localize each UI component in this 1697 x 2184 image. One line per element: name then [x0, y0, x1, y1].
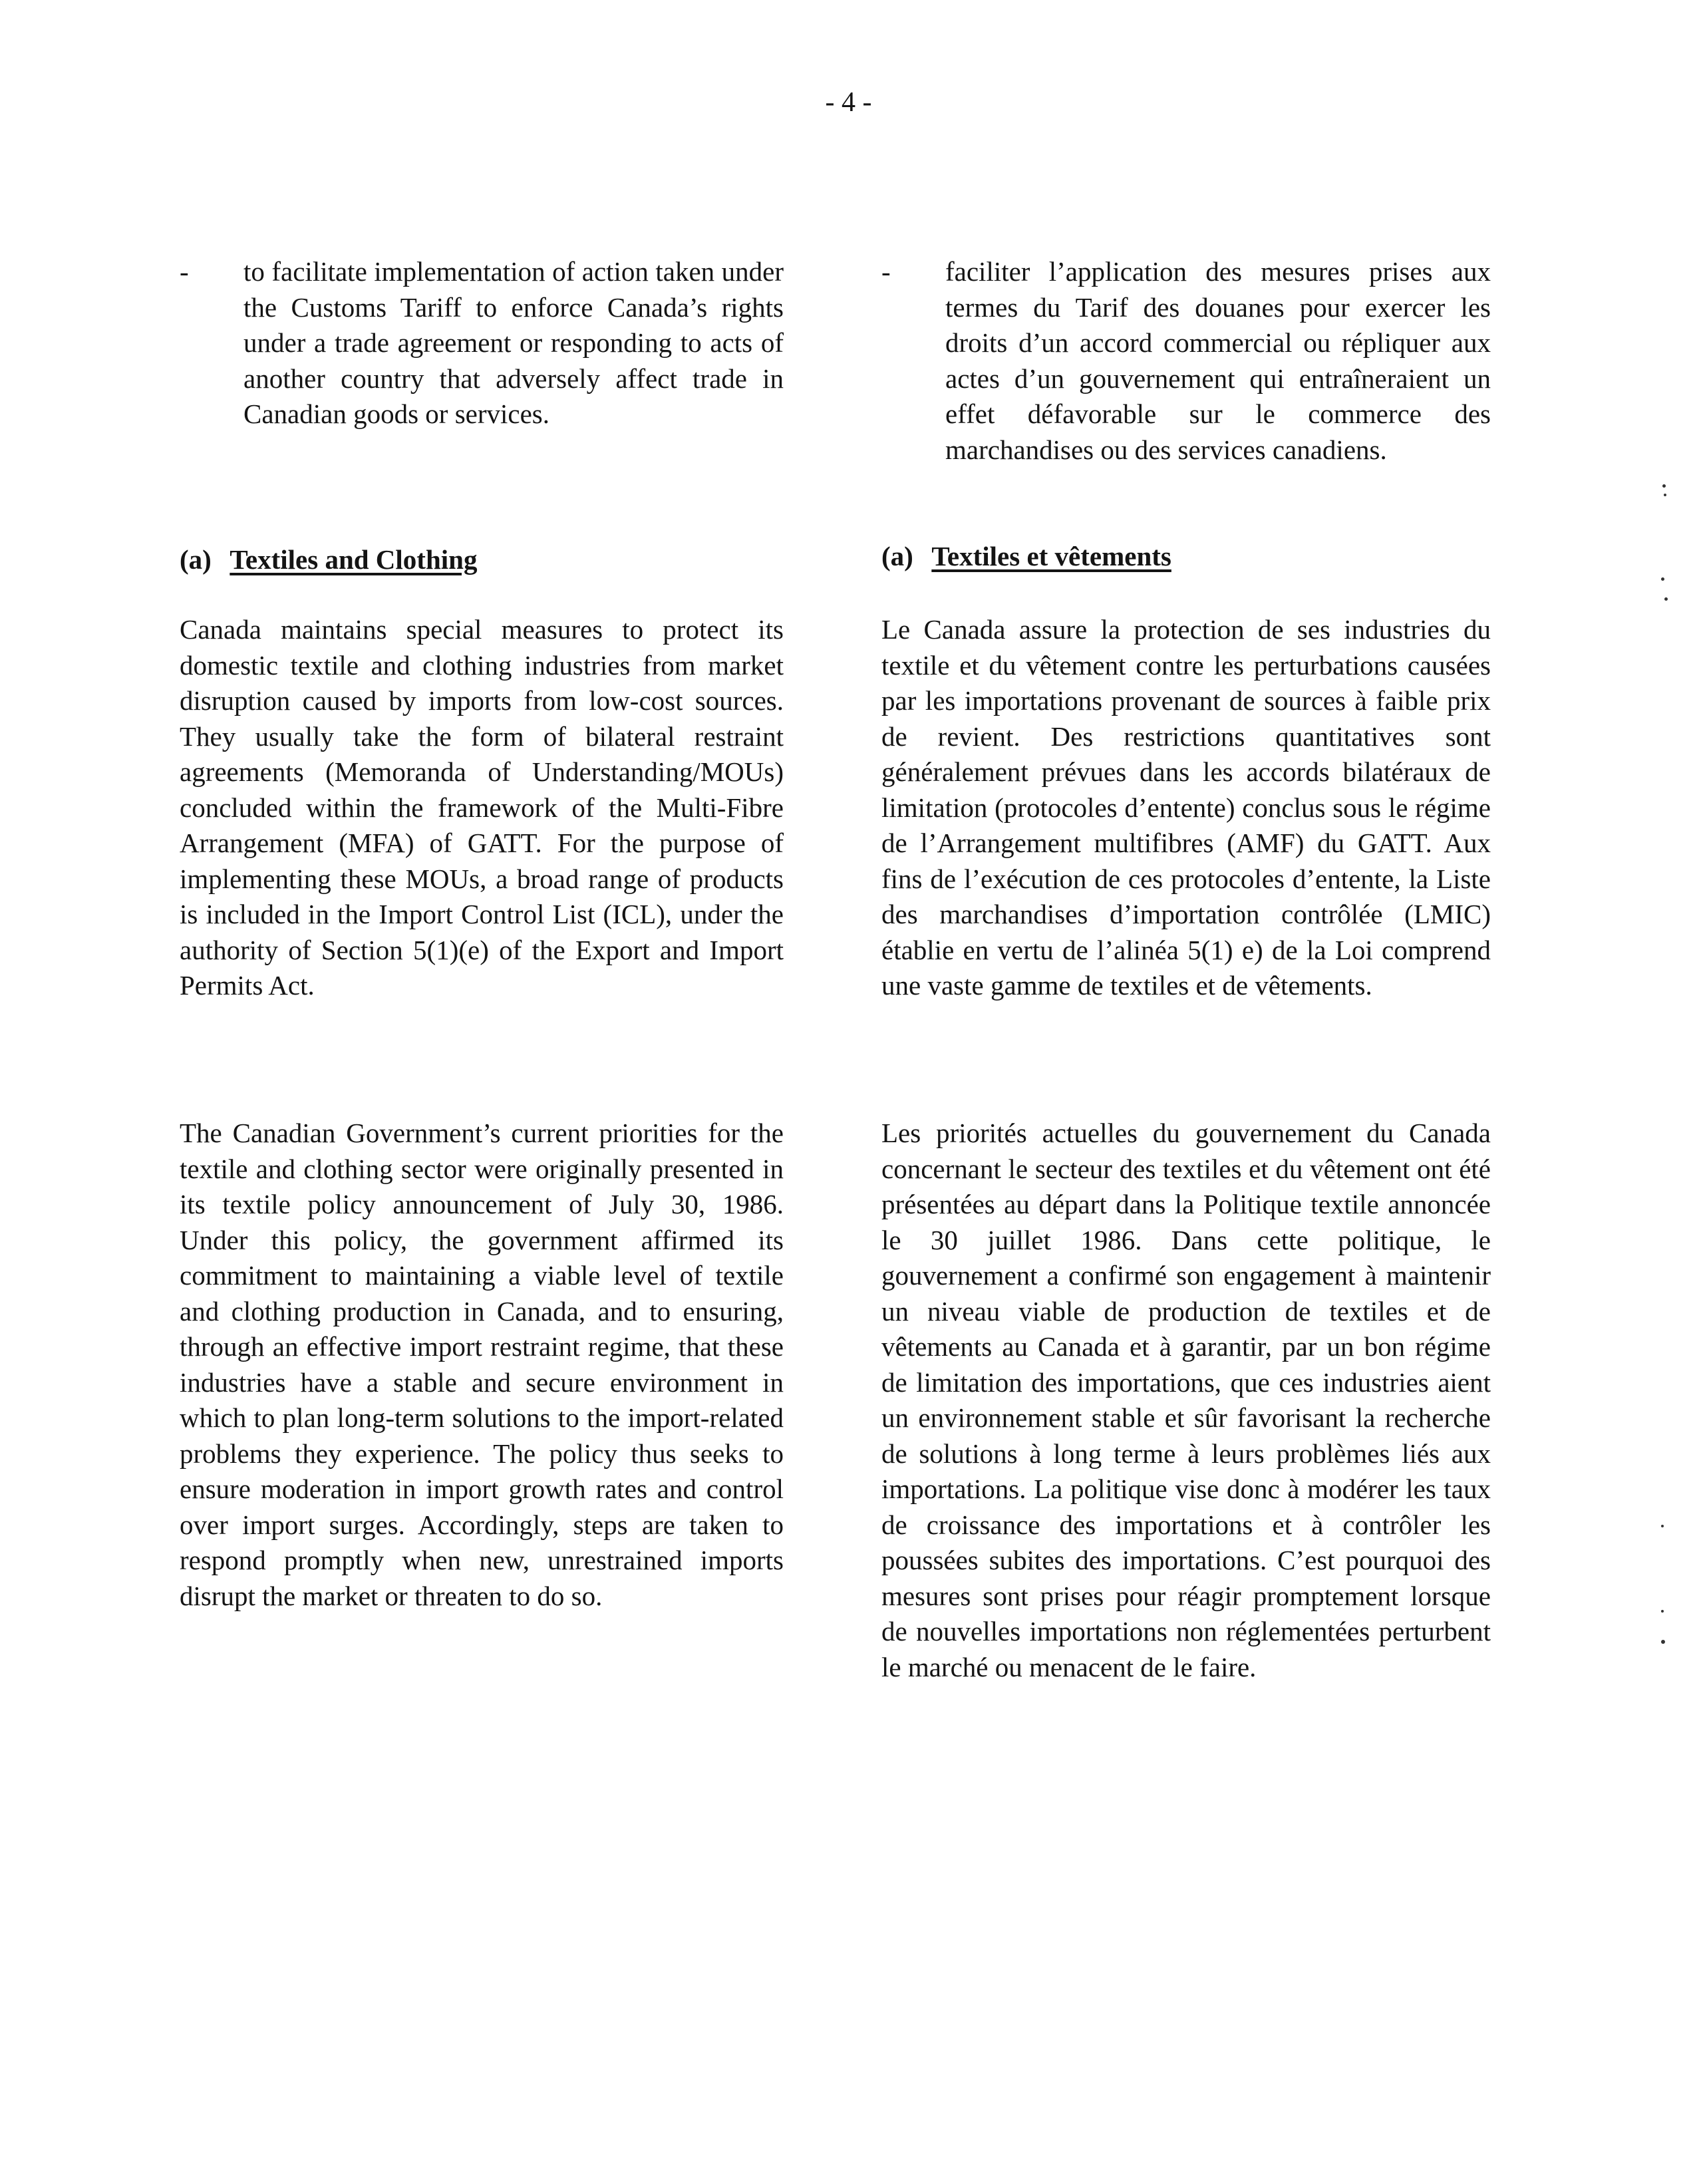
english-heading-number: (a) [180, 544, 212, 575]
french-heading-number: (a) [881, 541, 913, 571]
french-section-heading [881, 539, 1491, 575]
english-bullet-dash: - [180, 256, 189, 287]
french-bullet-dash: - [881, 256, 891, 287]
french-paragraph-2: Les priorités actuelles du gouvernement du Canada concernant le secteur des textiles et du vêtement ont été présentées au départ dans la Politique textile annoncée le 30 juillet 1986. Dans cette politique, le gouvernement a confirmé son engagement à maintenir un niveau viable de production de textiles et de vêtements au Canada et à garantir, par un bon régime de limitation des importations, que ces industries aient un environnement stable et sûr favorisant la recherche de solutions à long terme à leurs problèmes liés aux importations. La politique vise donc à modérer les taux de croissance des importations et à contrôler les poussées subites des importations. C’est pourquoi des mesures sont prises pour réagir promptement lorsque de nouvelles importations non réglementées perturbent le marché ou menacent de le faire. [881, 1118, 1491, 1682]
scan-speck [1664, 597, 1668, 601]
french-heading-title: Textiles et vêtements [931, 541, 1171, 571]
english-bullet-item [180, 254, 784, 432]
english-section-heading [180, 542, 784, 578]
scan-speck [1661, 577, 1664, 581]
french-bullet-text: faciliter l’application des mesures prises aux termes du Tarif des douanes pour exercer les droits d’un accord commercial ou répliquer aux actes d’un gouvernement qui entraîneraient un effet défavorable sur le commerce des marchandises ou des services canadiens. [945, 256, 1491, 465]
page-number: - 4 - [825, 87, 872, 118]
english-paragraph-1: Canada maintains special measures to protect its domestic textile and clothing industries from market disruption caused by imports from low-cost sources. They usually take the form of bilateral restraint agreements (Memoranda of Understanding/MOUs) concluded within the framework of the Multi-Fibre Arrangement (MFA) of GATT. For the purpose of implementing these MOUs, a broad range of products is included in the Import Control List (ICL), under the authority of Section 5(1)(e) of the Export and Import Permits Act. [180, 614, 784, 1001]
scan-speck [1661, 1640, 1665, 1644]
french-bullet-item [881, 254, 1491, 468]
scan-speck [1664, 494, 1666, 496]
english-heading-title: Textiles and Clothing [230, 544, 478, 575]
scan-speck [1661, 1610, 1664, 1613]
english-bullet-text: to facilitate implementation of action taken under the Customs Tariff to enforce Canada’s rights under a trade agreement or responding to acts of another country that adversely affect trade in Canadian goods or services. [243, 256, 784, 429]
english-paragraph-2: The Canadian Government’s current priorities for the textile and clothing sector were originally presented in its textile policy announcement of July 30, 1986. Under this policy, the government affirmed its commitment to maintaining a viable level of textile and clothing production in Canada, and to ensuring, through an effective import restraint regime, that these industries have a stable and secure environment in which to plan long-term solutions to the import-related problems they experience. The policy thus seeks to ensure moderation in import growth rates and control over import surges. Accordingly, steps are taken to respond promptly when new, unrestrained imports disrupt the market or threaten to do so. [180, 1118, 784, 1611]
scan-speck [1662, 484, 1666, 488]
scan-speck [1661, 1525, 1664, 1527]
french-paragraph-1: Le Canada assure la protection de ses industries du textile et du vêtement contre les perturbations causées par les importations provenant de sources à faible prix de revient. Des restrictions quantitatives sont généralement prévues dans les accords bilatéraux de limitation (protocoles d’entente) conclus sous le régime de l’Arrangement multifibres (AMF) du GATT. Aux fins de l’exécution de ces protocoles d’entente, la Liste des marchandises d’importation contrôlée (LMIC) établie en vertu de l’alinéa 5(1) e) de la Loi comprend une vaste gamme de textiles et de vêtements. [881, 614, 1491, 1001]
